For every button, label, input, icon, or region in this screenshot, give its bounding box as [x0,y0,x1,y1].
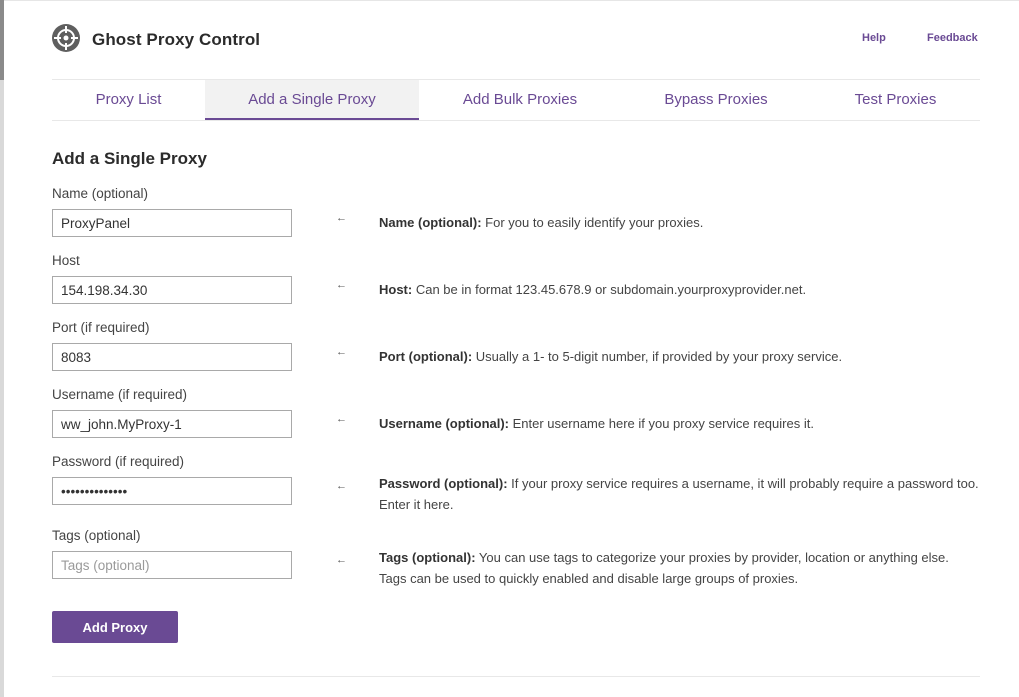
tab-proxy-list[interactable]: Proxy List [95,91,162,108]
port-arrow-icon: ← [336,346,347,358]
password-input[interactable] [52,477,292,505]
host-help-text: Can be in format 123.45.678.9 or subdomain.yourproxyprovider.net. [412,282,807,297]
username-input[interactable] [52,410,292,438]
host-arrow-icon: ← [336,279,347,291]
username-label: Username (if required) [52,387,188,402]
name-help-term: Name (optional): [379,215,482,230]
host-label: Host [52,253,80,268]
tab-add-bulk-proxies[interactable]: Add Bulk Proxies [462,91,578,108]
password-arrow-icon: ← [336,480,347,492]
host-help-term: Host: [379,282,413,297]
password-help [379,473,979,515]
tags-help [379,547,979,589]
ghost-proxy-logo-icon [52,24,80,52]
username-help-text: Enter username here if you proxy service requires it. [509,416,814,431]
tags-label: Tags (optional) [52,528,141,543]
port-input[interactable] [52,343,292,371]
tab-add-single-proxy[interactable]: Add a Single Proxy [205,80,419,120]
tags-arrow-icon: ← [336,554,347,566]
name-input[interactable] [52,209,292,237]
tab-bypass-proxies[interactable]: Bypass Proxies [664,91,768,108]
password-help-term: Password (optional): [379,476,508,491]
app-title: Ghost Proxy Control [92,30,261,49]
window-left-edge [0,0,4,697]
feedback-link[interactable]: Feedback [927,32,978,44]
section-title: Add a Single Proxy [52,149,207,168]
port-help-term: Port (optional): [379,349,473,364]
password-label: Password (if required) [52,454,185,469]
help-link[interactable]: Help [862,32,886,44]
app-header [52,24,980,56]
port-label: Port (if required) [52,320,150,335]
tags-help-text: You can use tags to categorize your proxies by provider, location or anything else. Tags can be used to quickly enabled and disable large groups of proxies. [379,550,949,586]
tab-bar [52,79,980,121]
port-help-text: Usually a 1- to 5-digit number, if provided by your proxy service. [472,349,843,364]
bottom-divider [52,676,980,677]
username-arrow-icon: ← [336,413,347,425]
name-help-text: For you to easily identify your proxies. [481,215,704,230]
window-left-edge-highlight [0,0,4,80]
name-label: Name (optional) [52,186,149,201]
tags-input[interactable] [52,551,292,579]
tags-help-term: Tags (optional): [379,550,476,565]
password-help-text: If your proxy service requires a username, it will probably require a password too. Enter it here. [379,476,979,512]
host-help [379,279,979,300]
name-arrow-icon: ← [336,212,347,224]
top-divider [4,0,1019,1]
username-help [379,413,979,434]
add-proxy-button[interactable]: Add Proxy [52,611,178,643]
username-help-term: Username (optional): [379,416,510,431]
name-help [379,212,979,233]
port-help [379,346,979,367]
host-input[interactable] [52,276,292,304]
tab-test-proxies[interactable]: Test Proxies [854,91,937,108]
